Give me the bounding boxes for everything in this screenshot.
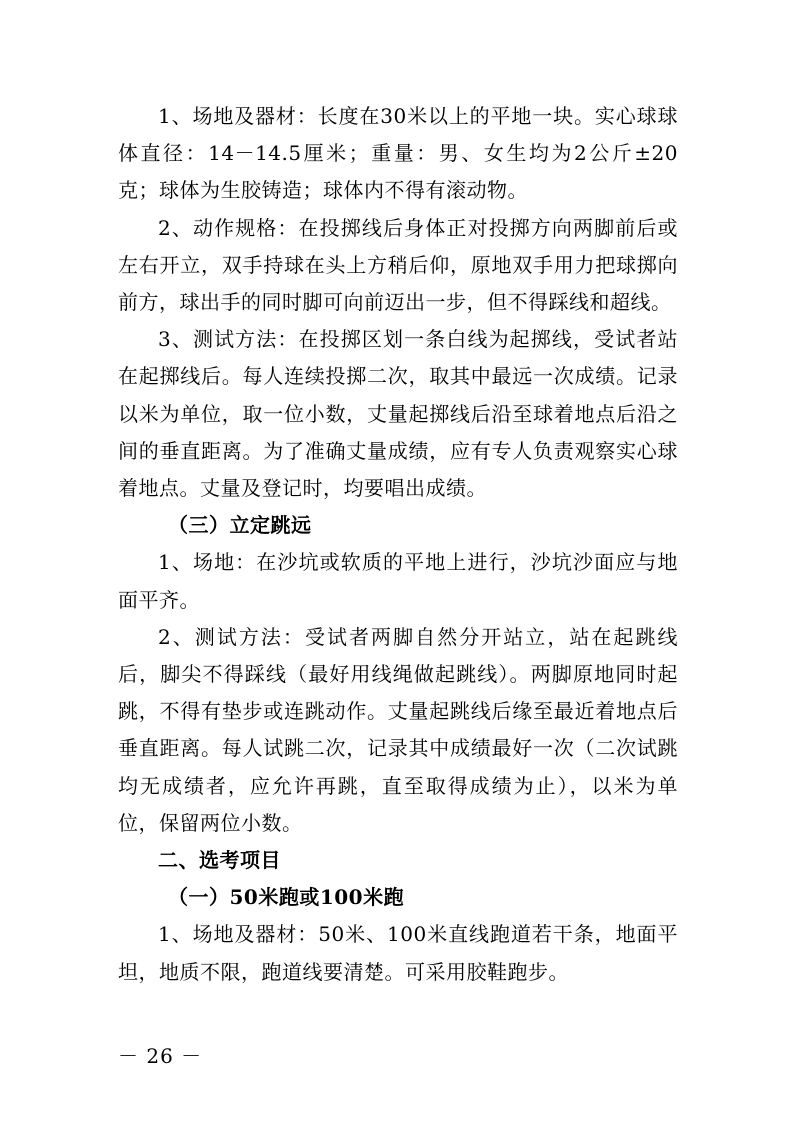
section-heading-standing-jump: （三）立定跳远: [168, 513, 312, 538]
paragraph-equipment: 1、场地及器材：长度在30米以上的平地一块。实心球球体直径：14－14.5厘米；重量：男、女生均为2公斤±20克；球体为生胶铸造；球体内不得有滚动物。: [118, 104, 678, 203]
paragraph-test-method: 3、测试方法：在投掷区划一条白线为起掷线，受试者站在起掷线后。每人连续投掷二次，取其中最远一次成绩。记录以米为单位，取一位小数，丈量起掷线后沿至球着地点后沿之间的垂直距离。为了准确丈量成绩，应有专人负责观察实心球着地点。丈量及登记时，均要唱出成绩。: [118, 327, 678, 501]
paragraph-jump-venue: 1、场地：在沙坑或软质的平地上进行，沙坑沙面应与地面平齐。: [118, 550, 678, 612]
paragraph-sprint-equipment: 1、场地及器材：50米、100米直线跑道若干条，地面平坦，地质不限，跑道线要清楚。可采用胶鞋跑步。: [118, 922, 678, 984]
page-number: － 26 －: [118, 1044, 203, 1068]
section-heading-sprint: （一）50米跑或100米跑: [168, 885, 405, 910]
page-content: [118, 98, 678, 991]
paragraph-jump-method: 2、测试方法：受试者两脚自然分开站立，站在起跳线后，脚尖不得踩线（最好用线绳做起跳线）。两脚原地同时起跳，不得有垫步或连跳动作。丈量起跳线后缘至最近着地点后垂直距离。每人试跳二次，记录其中成绩最好一次（二次试跳均无成绩者，应允许再跳，直至取得成绩为止），以米为单位，保留两位小数。: [118, 624, 678, 835]
paragraph-action-spec: 2、动作规格：在投掷线后身体正对投掷方向两脚前后或左右开立，双手持球在头上方稍后仰，原地双手用力把球掷向前方，球出手的同时脚可向前迈出一步，但不得踩线和超线。: [118, 215, 678, 315]
section-heading-optional-items: 二、选考项目: [158, 848, 281, 873]
